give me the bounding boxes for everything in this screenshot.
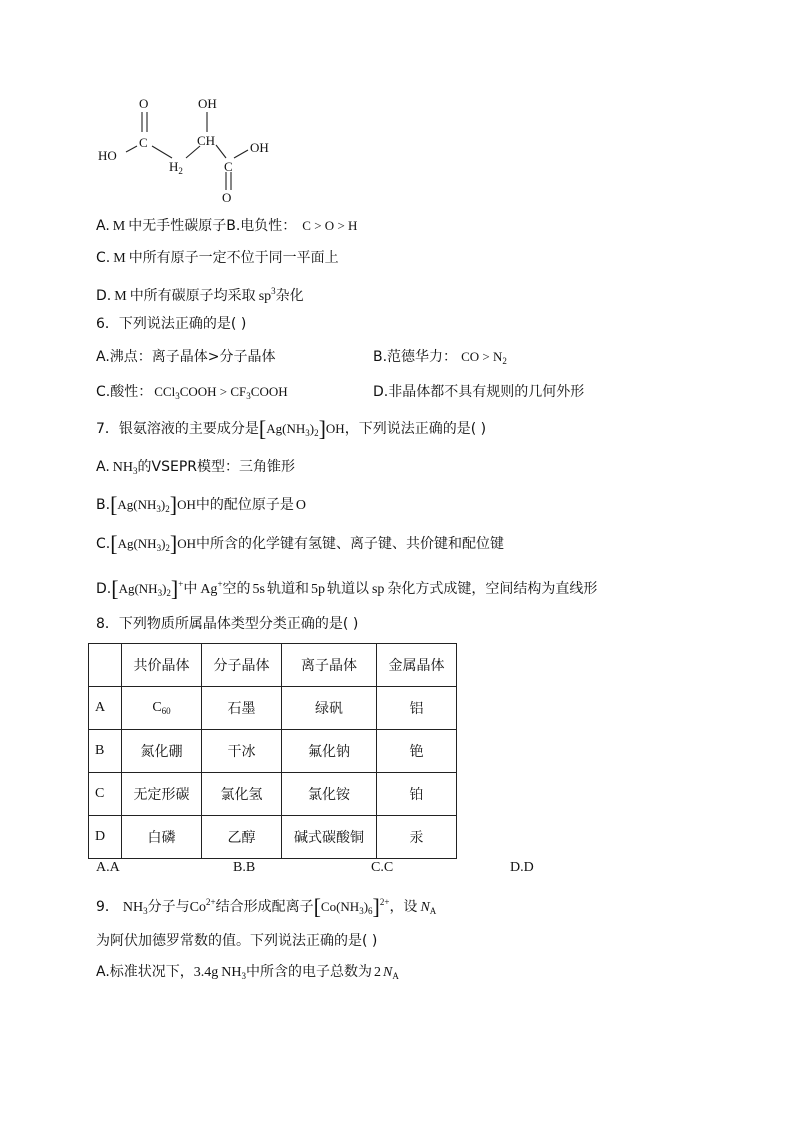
table-row-label: A xyxy=(89,687,122,730)
q7-option-a: A. $NH_3$的VSEPR模型：三角锥形 xyxy=(96,459,295,476)
structure-bonds xyxy=(0,0,794,220)
atom-c-left: C xyxy=(139,135,148,150)
q7-option-d: $D.[Ag(NH_3)_2]^+$中 Ag+空的 5s 轨道和 5p 轨道以 sp 杂化方式成键，空间结构为直线形 xyxy=(96,576,598,601)
q6-option-d: D.非晶体都不具有规则的几何外形 xyxy=(373,384,585,400)
table-cell: 碱式碳酸铜 xyxy=(282,816,377,859)
q7-option-b: $B.[Ag(NH_3)_2]OH$中的配位原子是 O xyxy=(96,492,306,517)
q9-stem-line2: 为阿伏加德罗常数的值。下列说法正确的是( ) xyxy=(96,933,378,949)
table-row xyxy=(89,730,457,773)
q6-option-a: A.沸点：离子晶体>分子晶体 xyxy=(96,349,276,365)
q8-option-c: C.C xyxy=(371,860,394,875)
q8-option-d: D.D xyxy=(510,860,534,875)
atom-c-right: C xyxy=(224,159,233,174)
atom-o-bottom: O xyxy=(222,190,232,205)
table-cell: 铂 xyxy=(377,773,457,816)
crystal-type-table xyxy=(88,643,457,859)
table-header-cell xyxy=(89,644,122,687)
q6-stem: 6．下列说法正确的是( ) xyxy=(96,316,247,332)
q8-option-b: B.B xyxy=(233,860,256,875)
silver-ammine-formula: $[Ag(NH_3)_2]OH$ xyxy=(258,416,345,441)
table-cell: 汞 xyxy=(377,816,457,859)
atom-ho-left: HO xyxy=(98,148,117,163)
table-cell: 氮化硼 xyxy=(122,730,202,773)
q9-stem: 9． $NH_3$分子与$Co^{2+}$结合形成配离子$[Co(NH_3)_6]^{2+}$，设 $N_A$ xyxy=(96,894,437,919)
table-cell: 铯 xyxy=(377,730,457,773)
cobalt-ammine-formula: $[Co(NH_3)_6]^{2+}$ xyxy=(313,894,390,919)
q5-option-c: C. M 中所有原子一定不位于同一平面上 xyxy=(96,250,339,266)
atom-o-top: O xyxy=(139,96,149,111)
table-header-row xyxy=(89,644,457,687)
table-row xyxy=(89,687,457,730)
table-cell: 白磷 xyxy=(122,816,202,859)
atom-oh-right: OH xyxy=(250,140,269,155)
q8-option-a: A.A xyxy=(96,860,120,875)
table-cell: 氟化钠 xyxy=(282,730,377,773)
table-row xyxy=(89,816,457,859)
table-header-cell: 离子晶体 xyxy=(282,644,377,687)
table-header-cell: 金属晶体 xyxy=(377,644,457,687)
table-cell: 无定形碳 xyxy=(122,773,202,816)
table-cell: 绿矾 xyxy=(282,687,377,730)
q5-option-d: D. M 中所有碳原子均采取 $sp^3$杂化 xyxy=(96,286,304,304)
atom-oh-top: OH xyxy=(198,96,217,111)
q9-option-a: A.标准状况下，3.4g $NH_3$中所含的电子总数为 2 $N_A$ xyxy=(96,964,399,981)
q7-option-c: $C.[Ag(NH_3)_2]OH$中所含的化学键有氢键、离子键、共价键和配位键 xyxy=(96,531,505,556)
table-cell: 干冰 xyxy=(202,730,282,773)
table-cell: $C_{60}$ xyxy=(122,687,202,730)
table-cell: 石墨 xyxy=(202,687,282,730)
table-row-label: D xyxy=(89,816,122,859)
table-header-cell: 分子晶体 xyxy=(202,644,282,687)
table-cell: 氯化铵 xyxy=(282,773,377,816)
q6-option-c: C.酸性： CCl$_3$COOH > $CF_3COOH$ xyxy=(96,384,288,401)
table-row-label: B xyxy=(89,730,122,773)
q5-option-a: A. M 中无手性碳原子B.电负性： C > O > H xyxy=(96,218,358,234)
table-row xyxy=(89,773,457,816)
q6-option-b: B.范德华力： CO > $N_2$ xyxy=(373,349,507,366)
table-cell: 氯化氢 xyxy=(202,773,282,816)
table-header-cell: 共价晶体 xyxy=(122,644,202,687)
table-row-label: C xyxy=(89,773,122,816)
atom-ch2: $H_2$ xyxy=(169,159,183,176)
q8-stem: 8．下列物质所属晶体类型分类正确的是( ) xyxy=(96,616,359,632)
q7-stem: 7．银氨溶液的主要成分是$[Ag(NH_3)_2]OH$，下列说法正确的是( ) xyxy=(96,416,487,441)
table-cell: 乙醇 xyxy=(202,816,282,859)
atom-ch: CH xyxy=(197,133,216,148)
table-cell: 铝 xyxy=(377,687,457,730)
